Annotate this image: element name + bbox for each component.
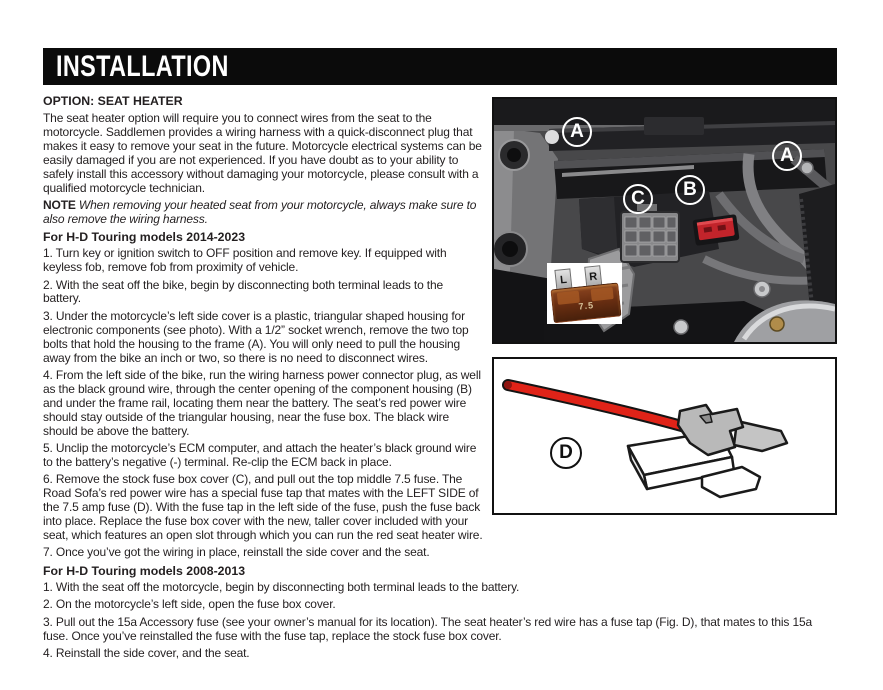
install-step: 4. Reinstall the side cover, and the seat. [43,645,250,660]
fuse-tap-drawing [494,359,835,513]
install-step: 4. From the left side of the bike, run the wiring harness power connector plug, as well as the black ground wire, through the center opening of the component housing (B) and under the frame rail, locating them near the battery. The seat’s red power wire should stay outside of the triangular housing, near the fuse box. The black wire should be above the battery. [43,368,481,438]
content [43,94,837,664]
section-header-bar [43,48,837,85]
install-step: 2. With the seat off the bike, begin by disconnecting both terminal leads to the battery. [43,277,444,306]
install-step: 2. On the motorcycle’s left side, open the fuse box cover. [43,597,336,612]
fuse-body [550,282,621,323]
install-step: 1. With the seat off the motorcycle, begin by disconnecting both terminal leads to the battery. [43,579,520,594]
note-text: When removing your heated seat from your motorcycle, always make sure to also remove the wiring harness. [43,197,477,226]
install-step: 6. Remove the stock fuse box cover (C), and pull out the top middle 7.5 fuse. The Road Sofa’s red power wire has a special fuse tap that mates with the LEFT SIDE of the 7.5 amp fuse (D). With the fuse tap in the left side of the fuse, push the fuse back into place. Replace the fuse box cover with the new, taller cover included with your seat, which features an open slot through which you can run the red seat heater wire. [43,472,483,542]
page-title: INSTALLATION [56,50,229,83]
motorcycle-photo-art [494,99,835,342]
component-housing-photo [492,97,837,344]
callout-a-right: A [772,141,802,171]
figures-column [492,97,837,515]
note-label: NOTE [43,197,76,212]
section-heading-2014-2023: For H-D Touring models 2014-2023 [43,230,246,245]
intro-paragraph: The seat heater option will require you to connect wires from the seat to the motorcycle. Saddlemen provides a wiring harness with a quick-disconnect plug that makes it easy to remove your seat in the future. Motorcycle electrical systems can be easily damaged if you are not experienced. If you have doubt as to your ability to safely install this accessory without damaging your motorcycle, please consult with a qualified motorcycle technician. [43,111,482,195]
fuse-blade-right-label: R [588,270,598,284]
section-heading-2008-2013: For H-D Touring models 2008-2013 [43,563,246,578]
install-step: 5. Unclip the motorcycle’s ECM computer, and attach the heater’s black ground wire to the battery’s negative (-) terminal. Re-clip the ECM back in place. [43,441,477,469]
fuse-box [621,204,679,262]
callout-b: B [675,175,705,205]
install-step: 3. Under the motorcycle’s left side cover is a plastic, triangular shaped housing for electronic components (see photo). With a 1/2” socket wrench, remove the two top bolts that hold the housing to the frame (A). You will only need to pull the housing away from the bike an inch or two, so there is no need to disconnect wires. [43,308,469,365]
install-step: 3. Pull out the 15a Accessory fuse (see your owner’s manual for its location). The seat heater’s red wire has a fuse tap (Fig. D), that mates to this 15a fuse. Once you’ve reinstalled the fuse with the fuse tap, replace the stock fuse box cover. [43,614,813,643]
callout-a-left: A [562,117,592,147]
option-heading: OPTION: SEAT HEATER [43,94,183,108]
fuse-amp-rating: 7.5 [578,300,595,312]
fuse-75-amp [548,264,620,324]
install-step: 7. Once you’ve got the wiring in place, reinstall the side cover and the seat. [43,545,430,560]
install-step: 1. Turn key or ignition switch to OFF position and remove key. If equipped with keyless fob, remove fob from proximity of vehicle. [43,246,447,275]
callout-c: C [623,184,653,214]
callout-d: D [550,437,582,469]
fuse-inset [547,263,622,324]
fuse-tap-diagram [492,357,837,515]
fuse-blade-left-label: L [559,273,568,287]
